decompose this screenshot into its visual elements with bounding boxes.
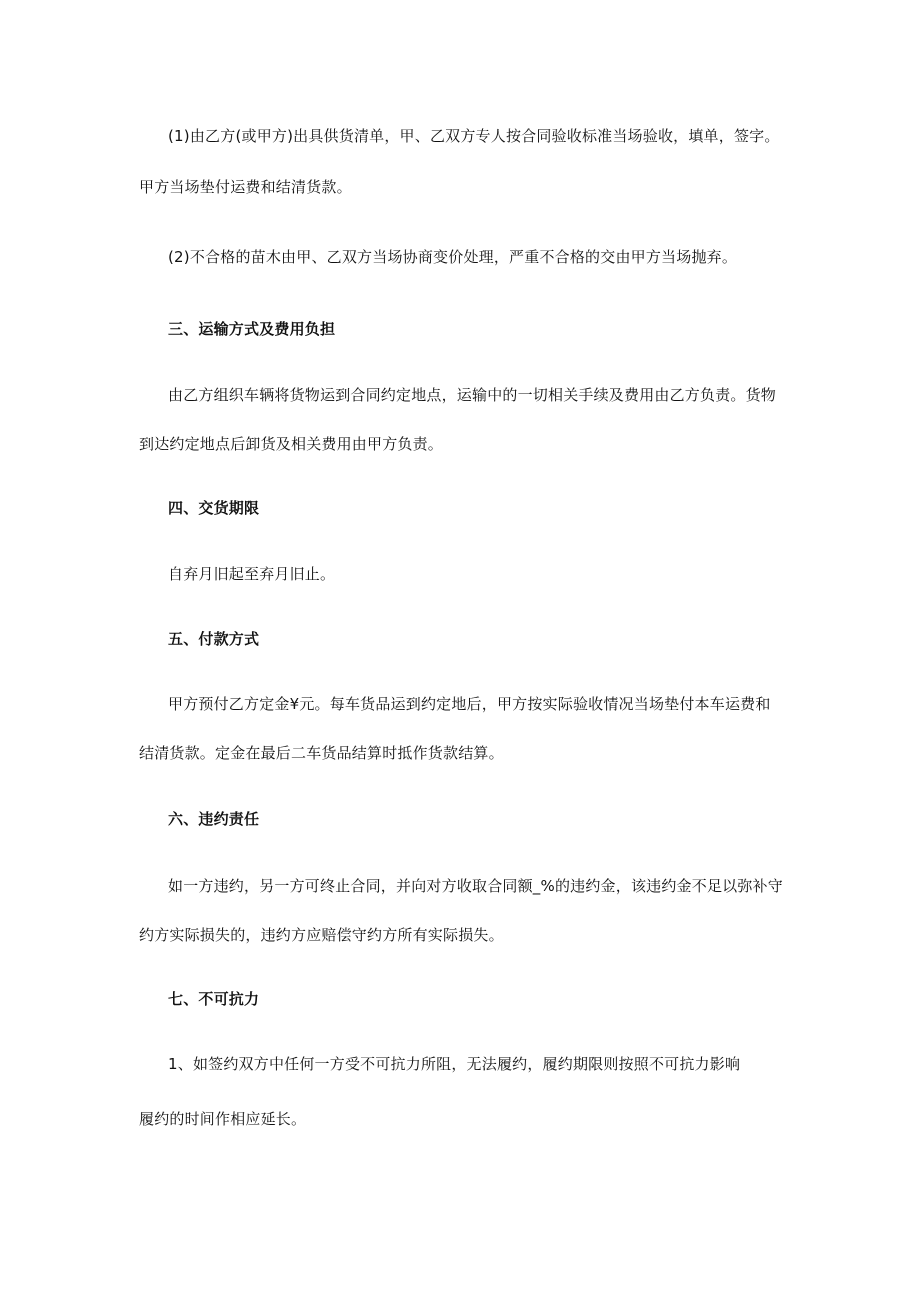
section-3-heading: 三、运输方式及费用负担	[168, 320, 336, 338]
section-3-line-2: 到达约定地点后卸货及相关费用由甲方负责。	[139, 435, 444, 453]
section-7-line-2: 履约的时间作相应延长。	[139, 1110, 307, 1128]
section-4-heading: 四、交货期限	[168, 499, 260, 517]
section-3-line-1: 由乙方组织车辆将货物运到合同约定地点，运输中的一切相关手续及费用由乙方负责。货物	[168, 386, 777, 404]
section-6-line-2: 约方实际损失的，违约方应赔偿守约方所有实际损失。	[139, 926, 504, 944]
section-5-line-1: 甲方预付乙方定金¥元。每车货品运到约定地后，甲方按实际验收情况当场垫付本车运费和	[168, 695, 771, 713]
paragraph-1-line-1: (1)由乙方(或甲方)出具供货清单，甲、乙双方专人按合同验收标准当场验收，填单，签字。	[168, 127, 780, 145]
section-5-line-2: 结清货款。定金在最后二车货品结算时抵作货款结算。	[139, 744, 504, 762]
section-5-heading: 五、付款方式	[168, 630, 260, 648]
paragraph-2-line-1: (2)不合格的苗木由甲、乙双方当场协商变价处理，严重不合格的交由甲方当场抛弃。	[168, 248, 738, 266]
section-7-line-1: 1、如签约双方中任何一方受不可抗力所阻，无法履约，履约期限则按照不可抗力影响	[168, 1055, 741, 1073]
section-6-line-1: 如一方违约，另一方可终止合同，并向对方收取合同额_%的违约金，该违约金不足以弥补守	[168, 877, 783, 895]
paragraph-1-line-2: 甲方当场垫付运费和结清货款。	[139, 178, 352, 196]
section-7-heading: 七、不可抗力	[168, 990, 260, 1008]
section-6-heading: 六、违约责任	[168, 810, 260, 828]
section-4-line-1: 自弃月旧起至弃月旧止。	[168, 565, 336, 583]
